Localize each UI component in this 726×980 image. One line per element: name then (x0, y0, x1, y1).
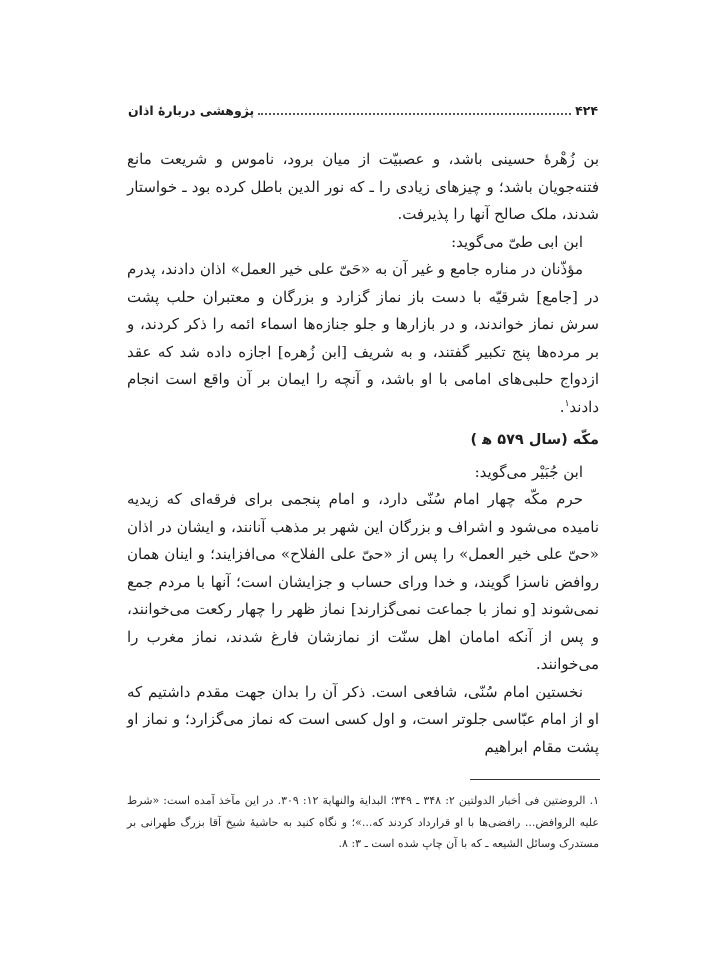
paragraph-3-period: . (559, 397, 565, 416)
running-title: پژوهشی دربارهٔ اذان (128, 103, 255, 118)
running-header (128, 103, 598, 125)
page-number: ۴۲۴ (575, 103, 598, 118)
header-leader-dots (258, 113, 571, 115)
main-text (127, 146, 599, 761)
paragraph-3 (127, 256, 599, 421)
section-title: مکّه (سال ۵۷۹ ه‍ ) (470, 432, 599, 448)
footnote-reference: ۱ (564, 398, 570, 409)
paragraph-2: ابن ابی طیّ می‌گوید: (451, 232, 583, 251)
paragraph-1: بن زُهْرهٔ حسینی باشد، و عصبیّت از میان برود، ناموس و شریعت مانع فتنه‌جویان باشد؛ و چیزهای زیادی را ـ که نور الدین باطل کرده بود ـ خواستار شدند، ملک صالح آنها را پذیرفت. (127, 150, 599, 223)
footnote-divider (470, 779, 600, 780)
paragraph-5: حرم مکّه چهار امام سُنّی دارد، و امام پنجمی برای فرقه‌ای که زیدیه نامیده می‌شود و اشراف و بزرگان این شهر بر مذهب آنانند، و ایشان در اذان «حیّ علی خیر العمل» را پس از «حیّ علی الفلاح» می‌افزایند؛ و اینان همان روافض ناسزا گویند، و خدا ورای حساب و جزایشان است؛ آنها با مردم جمع نمی‌شوند [و نماز با جماعت نمی‌گزارند] نماز ظهر را چهار رکعت می‌خوانند، و پس از آنکه امامان اهل سنّت از نمازشان فارغ شدند، نماز مغرب را می‌خوانند. (127, 490, 599, 673)
footnote: ۱. الروضتین فی أخبار الدولتین ۲: ۳۴۸ ـ ۳۴۹؛ البدایة والنهایة ۱۲: ۳۰۹. در این مآخذ آمده است: «شرط علیه الروافض... رافضی‌ها با او قرارداد کردند که...»؛ و نگاه کنید به حاشیهٔ شیخ آقا بزرگ طهرانی بر مستدرک وسائل الشیعه ـ که با آن چاپ شده است ـ ۳: ۸. (127, 794, 600, 850)
paragraph-3-text: مؤذّنان در مناره جامع و غیر آن به «حَیّ علی خیر العمل» اذان دادند، پدرم در [جامع] شرقیّه با دست باز نماز گزارد و بزرگان و معتبران حلب پشت سرش نماز خواندند، و در بازارها و جلو جنازه‌ها اسماء ائمه را ذکر کردند، و بر مرده‌ها پنج تکبیر گفتند، و به شریف [ابن زُهره] اجازه داده شد که عقد ازدواج حلبی‌های امامی با او باشد، و آنچه را ایمان بر آن واقع است انجام دادند (127, 260, 599, 416)
paragraph-6: نخستین امام سُنّی، شافعی است. ذکر آن را بدان جهت مقدم داشتیم که او از امام عبّاسی جلوتر است، و اول کسی است که نماز می‌گزارد؛ و نماز او پشت مقام ابراهیم (127, 682, 599, 756)
paragraph-4: ابن جُبَیْر می‌گوید: (474, 462, 583, 481)
